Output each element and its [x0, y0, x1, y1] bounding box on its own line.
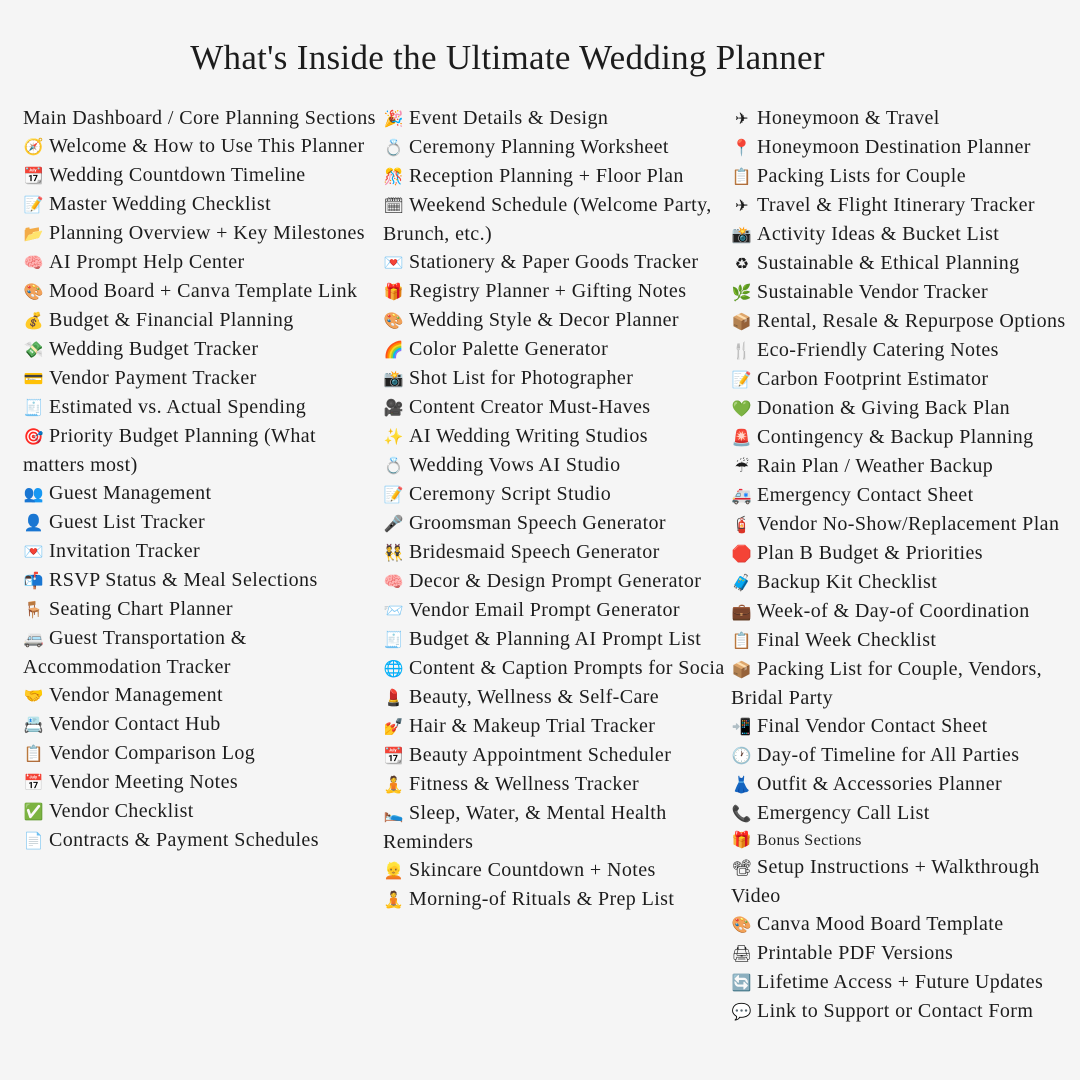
contents-item [23, 508, 378, 537]
contents-item [383, 480, 728, 509]
item-label: Groomsman Speech Generator [409, 512, 666, 534]
contents-item [23, 248, 378, 277]
contents-item [731, 568, 1080, 597]
contents-item [731, 278, 1080, 307]
contents-item [383, 712, 728, 741]
item-label: Morning-of Rituals & Prep List [409, 888, 675, 910]
item-emoji-icon: 📂 [23, 224, 45, 243]
item-label: Budget & Planning AI Prompt List [409, 628, 702, 650]
item-label: Hair & Makeup Trial Tracker [409, 715, 656, 737]
item-emoji-icon: ✈ [735, 196, 749, 215]
contents-column-3 [731, 104, 1080, 1026]
page-title: What's Inside the Ultimate Wedding Planner [190, 38, 825, 77]
item-emoji-icon: 👤 [23, 513, 45, 532]
contents-item [731, 249, 1080, 278]
item-emoji-icon: 💍 [383, 456, 405, 475]
item-emoji-icon: 🤝 [23, 686, 45, 705]
item-label: Content & Caption Prompts for Socia [409, 657, 725, 679]
contents-item [383, 191, 728, 248]
item-label: Ceremony Script Studio [409, 483, 612, 505]
item-label: Vendor Checklist [49, 800, 194, 822]
contents-item [23, 104, 378, 132]
item-label: Contingency & Backup Planning [757, 426, 1034, 448]
contents-item [383, 422, 728, 451]
contents-item [731, 853, 1080, 910]
item-emoji-icon: 🎉 [383, 109, 405, 128]
contents-item [383, 306, 728, 335]
item-label: Honeymoon & Travel [757, 107, 940, 129]
contents-item [731, 939, 1080, 968]
item-emoji-icon: 💳 [23, 369, 45, 388]
item-emoji-icon: 📦 [731, 312, 753, 331]
contents-item [731, 741, 1080, 770]
contents-item [731, 104, 1080, 133]
item-emoji-icon: 📆 [23, 166, 45, 185]
contents-item [383, 799, 728, 856]
item-label: Week-of & Day-of Coordination [757, 600, 1030, 622]
contents-item [383, 277, 728, 306]
item-label: Wedding Countdown Timeline [49, 164, 306, 186]
item-emoji-icon: 📋 [731, 167, 753, 186]
item-emoji-icon: 📅 [23, 773, 45, 792]
contents-item [731, 220, 1080, 249]
item-label: Content Creator Must-Haves [409, 396, 651, 418]
contents-item [731, 539, 1080, 568]
contents-item [731, 423, 1080, 452]
contents-item [23, 335, 378, 364]
contents-item [731, 162, 1080, 191]
contents-item [383, 625, 728, 654]
contents-item [383, 509, 728, 538]
item-emoji-icon: 🎤 [383, 514, 405, 533]
item-emoji-icon: 💄 [383, 688, 405, 707]
contents-item [731, 191, 1080, 220]
contents-item [731, 597, 1080, 626]
contents-item [731, 626, 1080, 655]
contents-item [23, 422, 378, 479]
item-label: Canva Mood Board Template [757, 913, 1004, 935]
item-emoji-icon: 📦 [731, 660, 753, 679]
item-label: Sustainable & Ethical Planning [757, 252, 1020, 274]
contents-item [731, 655, 1080, 712]
item-label: Vendor Payment Tracker [49, 367, 257, 389]
contents-item [383, 596, 728, 625]
contents-item [731, 770, 1080, 799]
item-emoji-icon: 🚨 [731, 428, 753, 447]
item-label: Mood Board + Canva Template Link [49, 280, 358, 302]
contents-item [23, 797, 378, 826]
item-emoji-icon: 🧘 [383, 890, 405, 909]
contents-item [731, 910, 1080, 939]
item-label: Shot List for Photographer [409, 367, 634, 389]
contents-item [383, 538, 728, 567]
contents-item [23, 190, 378, 219]
item-emoji-icon: 🧘 [383, 775, 405, 794]
item-label: Vendor No-Show/Replacement Plan [757, 513, 1060, 535]
item-label: Lifetime Access + Future Updates [757, 971, 1044, 993]
contents-item [731, 133, 1080, 162]
item-label: Main Dashboard / Core Planning Sections [23, 107, 376, 129]
contents-item [383, 133, 728, 162]
contents-item [23, 132, 378, 161]
item-label: Welcome & How to Use This Planner [49, 135, 365, 157]
item-emoji-icon: ♻ [734, 254, 750, 273]
item-label: Beauty Appointment Scheduler [409, 744, 672, 766]
contents-item [23, 595, 378, 624]
item-emoji-icon: 📝 [383, 485, 405, 504]
contents-item [23, 479, 378, 508]
item-emoji-icon: 📄 [23, 831, 45, 850]
item-emoji-icon: ☔ [734, 457, 750, 476]
item-label: Registry Planner + Gifting Notes [409, 280, 687, 302]
item-emoji-icon: 📍 [731, 138, 753, 157]
item-label: Eco-Friendly Catering Notes [757, 339, 999, 361]
item-label: RSVP Status & Meal Selections [49, 569, 318, 591]
contents-item [383, 248, 728, 277]
item-emoji-icon: 👯 [383, 543, 405, 562]
item-emoji-icon: 💅 [383, 717, 405, 736]
contents-item [731, 394, 1080, 423]
contents-item [23, 364, 378, 393]
contents-item [383, 393, 728, 422]
item-label: Link to Support or Contact Form [757, 1000, 1034, 1022]
item-emoji-icon: 💌 [23, 542, 45, 561]
item-label: Budget & Financial Planning [49, 309, 294, 331]
item-emoji-icon: 📋 [23, 744, 45, 763]
item-emoji-icon: 🧠 [23, 253, 45, 272]
contents-item [731, 828, 1080, 853]
item-emoji-icon: 👱 [383, 861, 405, 880]
item-emoji-icon: 🎯 [23, 427, 45, 446]
item-label: Bridesmaid Speech Generator [409, 541, 660, 563]
item-label: Carbon Footprint Estimator [757, 368, 989, 390]
item-label: Travel & Flight Itinerary Tracker [757, 194, 1035, 216]
item-emoji-icon: 📽 [731, 858, 753, 877]
item-label: Sleep, Water, & Mental Health Reminders [383, 802, 667, 853]
item-emoji-icon: 💌 [383, 253, 405, 272]
item-label: AI Prompt Help Center [49, 251, 245, 273]
item-label: Fitness & Wellness Tracker [409, 773, 640, 795]
item-label: Wedding Vows AI Studio [409, 454, 621, 476]
item-emoji-icon: 🌐 [383, 659, 405, 678]
item-emoji-icon: 📸 [383, 369, 405, 388]
item-emoji-icon: 📞 [731, 804, 753, 823]
item-emoji-icon: 📝 [731, 370, 753, 389]
item-emoji-icon: 👗 [731, 775, 753, 794]
contents-item [23, 393, 378, 422]
item-emoji-icon: 🔄 [731, 973, 753, 992]
item-emoji-icon: 📇 [23, 715, 45, 734]
contents-item [731, 336, 1080, 365]
item-label: Vendor Email Prompt Generator [409, 599, 680, 621]
contents-item [383, 885, 728, 914]
item-label: Emergency Contact Sheet [757, 484, 974, 506]
item-emoji-icon: 🛌 [383, 804, 405, 823]
item-emoji-icon: 📝 [23, 195, 45, 214]
item-label: Guest List Tracker [49, 511, 206, 533]
item-label: Sustainable Vendor Tracker [757, 281, 989, 303]
item-label: Wedding Style & Decor Planner [409, 309, 679, 331]
item-emoji-icon: 💰 [23, 311, 45, 330]
item-emoji-icon: 🛑 [731, 544, 753, 563]
item-emoji-icon: 💍 [383, 138, 405, 157]
item-label: AI Wedding Writing Studios [409, 425, 648, 447]
contents-item [23, 710, 378, 739]
contents-item [23, 219, 378, 248]
item-label: Reception Planning + Floor Plan [409, 165, 684, 187]
contents-item [383, 856, 728, 885]
contents-column-2 [383, 104, 728, 914]
item-label: Ceremony Planning Worksheet [409, 136, 669, 158]
item-emoji-icon: 🚐 [23, 629, 45, 648]
item-label: Vendor Comparison Log [49, 742, 256, 764]
item-label: Packing List for Couple, Vendors, Bridal Party [731, 658, 1043, 709]
item-emoji-icon: 📲 [731, 717, 753, 736]
contents-item [23, 277, 378, 306]
item-emoji-icon: 🎨 [383, 311, 405, 330]
item-label: Estimated vs. Actual Spending [49, 396, 307, 418]
item-label: Event Details & Design [409, 107, 609, 129]
contents-item [23, 768, 378, 797]
item-emoji-icon: 🎊 [383, 167, 405, 186]
item-label: Vendor Management [49, 684, 223, 706]
item-emoji-icon: 🧾 [383, 630, 405, 649]
item-emoji-icon: 🕐 [731, 746, 753, 765]
item-label: Plan B Budget & Priorities [757, 542, 983, 564]
item-emoji-icon: 💚 [731, 399, 753, 418]
item-label: Printable PDF Versions [757, 942, 954, 964]
contents-item [731, 997, 1080, 1026]
contents-item [23, 161, 378, 190]
item-label: Emergency Call List [757, 802, 930, 824]
item-label: Packing Lists for Couple [757, 165, 967, 187]
item-emoji-icon: ✈ [735, 109, 749, 128]
contents-item [23, 624, 378, 681]
contents-item [23, 537, 378, 566]
item-emoji-icon: 🧳 [731, 573, 753, 592]
item-label: Bonus Sections [757, 832, 862, 849]
item-emoji-icon: 💬 [731, 1002, 753, 1021]
item-label: Master Wedding Checklist [49, 193, 272, 215]
item-emoji-icon: 📬 [23, 571, 45, 590]
contents-item [383, 770, 728, 799]
item-emoji-icon: 🪑 [23, 600, 45, 619]
item-label: Stationery & Paper Goods Tracker [409, 251, 699, 273]
item-emoji-icon: 🧠 [383, 572, 405, 591]
contents-item [383, 162, 728, 191]
contents-item [23, 566, 378, 595]
contents-item [731, 510, 1080, 539]
item-emoji-icon: 🎁 [731, 830, 753, 849]
item-label: Decor & Design Prompt Generator [409, 570, 702, 592]
contents-item [383, 104, 728, 133]
item-label: Guest Transportation & Accommodation Tracker [23, 627, 247, 678]
contents-item [23, 739, 378, 768]
contents-item [731, 712, 1080, 741]
item-label: Setup Instructions + Walkthrough Video [731, 856, 1040, 907]
item-emoji-icon: ✨ [383, 427, 405, 446]
item-emoji-icon: 🚑 [731, 486, 753, 505]
item-label: Color Palette Generator [409, 338, 609, 360]
item-emoji-icon: 🧯 [731, 515, 753, 534]
item-emoji-icon: 🧭 [23, 137, 45, 156]
item-emoji-icon: 🎨 [731, 915, 753, 934]
contents-item [383, 335, 728, 364]
contents-item [731, 365, 1080, 394]
item-emoji-icon: 📸 [731, 225, 753, 244]
item-emoji-icon: 🖨 [731, 944, 753, 963]
item-label: Backup Kit Checklist [757, 571, 938, 593]
item-label: Planning Overview + Key Milestones [49, 222, 365, 244]
contents-item [383, 683, 728, 712]
contents-item [23, 306, 378, 335]
item-emoji-icon: 🎁 [383, 282, 405, 301]
item-emoji-icon: 📆 [383, 746, 405, 765]
item-label: Activity Ideas & Bucket List [757, 223, 1000, 245]
item-emoji-icon: 💸 [23, 340, 45, 359]
contents-item [383, 364, 728, 393]
item-label: Priority Budget Planning (What matters most) [23, 425, 316, 476]
contents-item [731, 307, 1080, 336]
item-label: Weekend Schedule (Welcome Party, Brunch, etc.) [383, 194, 712, 245]
contents-item [23, 826, 378, 855]
item-emoji-icon: 🗓 [383, 196, 405, 215]
item-label: Outfit & Accessories Planner [757, 773, 1003, 795]
item-label: Contracts & Payment Schedules [49, 829, 319, 851]
item-label: Beauty, Wellness & Self-Care [409, 686, 660, 708]
item-label: Invitation Tracker [49, 540, 201, 562]
contents-item [731, 452, 1080, 481]
item-label: Vendor Contact Hub [49, 713, 221, 735]
contents-item [23, 681, 378, 710]
item-label: Rain Plan / Weather Backup [757, 455, 994, 477]
item-emoji-icon: 📨 [383, 601, 405, 620]
item-emoji-icon: 📋 [731, 631, 753, 650]
contents-item [731, 799, 1080, 828]
item-emoji-icon: 💼 [731, 602, 753, 621]
item-label: Rental, Resale & Repurpose Options [757, 310, 1066, 332]
contents-item [383, 654, 728, 683]
item-label: Vendor Meeting Notes [49, 771, 239, 793]
item-label: Skincare Countdown + Notes [409, 859, 656, 881]
item-label: Wedding Budget Tracker [49, 338, 259, 360]
item-emoji-icon: 🎥 [383, 398, 405, 417]
item-emoji-icon: 🍴 [731, 341, 753, 360]
item-label: Honeymoon Destination Planner [757, 136, 1031, 158]
item-emoji-icon: 👥 [23, 484, 45, 503]
item-emoji-icon: 🌿 [731, 283, 753, 302]
item-emoji-icon: 🎨 [23, 282, 45, 301]
item-label: Day-of Timeline for All Parties [757, 744, 1020, 766]
item-emoji-icon: 🧾 [23, 398, 45, 417]
contents-item [383, 741, 728, 770]
item-label: Final Vendor Contact Sheet [757, 715, 988, 737]
contents-item [731, 481, 1080, 510]
item-emoji-icon: 🌈 [383, 340, 405, 359]
item-label: Final Week Checklist [757, 629, 937, 651]
item-emoji-icon: ✅ [23, 802, 45, 821]
item-label: Donation & Giving Back Plan [757, 397, 1010, 419]
contents-item [383, 451, 728, 480]
contents-item [731, 968, 1080, 997]
contents-column-1 [23, 104, 378, 855]
item-label: Guest Management [49, 482, 212, 504]
contents-item [383, 567, 728, 596]
item-label: Seating Chart Planner [49, 598, 233, 620]
